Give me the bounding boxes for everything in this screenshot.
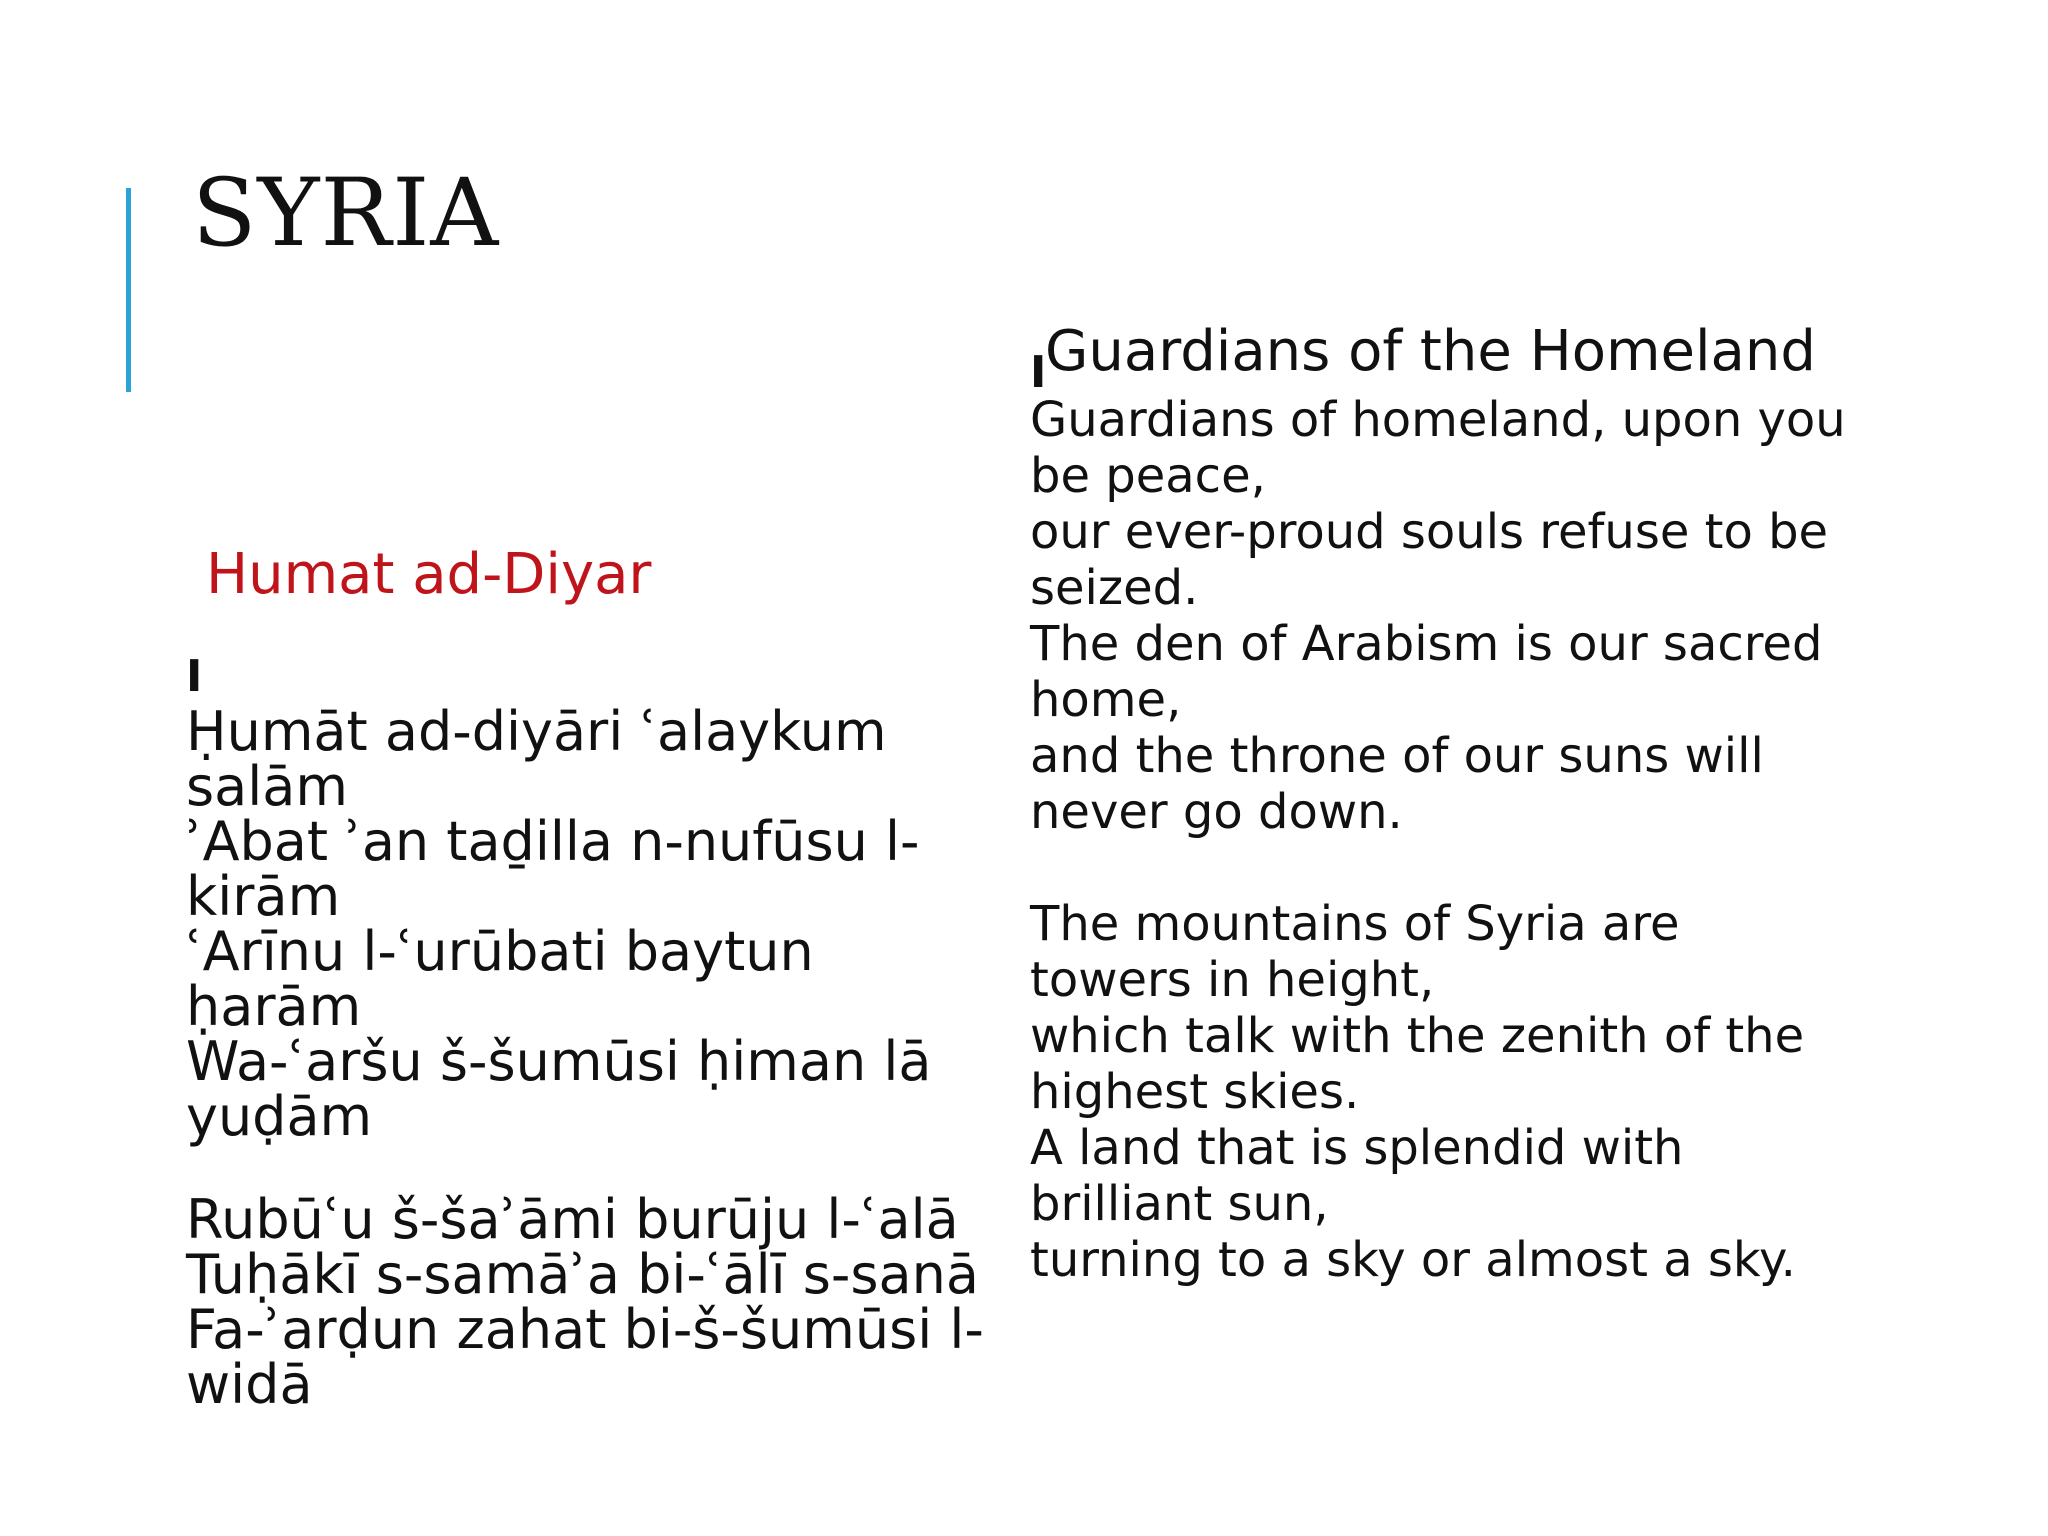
verse-line: Ḥumāt ad-diyāri ʿalaykum salām	[186, 700, 887, 818]
title-accent-bar	[126, 188, 131, 392]
verse-line: which talk with the zenith of the highest skies.	[1030, 1008, 1805, 1120]
slide-title: SYRIA	[192, 159, 500, 268]
verse-line: ʾAbat ʾan taḏilla n-nufūsu l-kirām	[186, 810, 920, 928]
translation-heading: Guardians of the Homeland	[1045, 319, 1816, 384]
verse-line: turning to a sky or almost a sky.	[1030, 1232, 1796, 1288]
verse-line: A land that is splendid with brilliant sun,	[1030, 1120, 1684, 1232]
verse-line: Guardians of homeland, upon you be peace,	[1030, 392, 1846, 504]
verse-number: I	[186, 651, 203, 702]
transliteration-column	[186, 542, 986, 1416]
verse-line: our ever-proud souls refuse to be seized.	[1030, 504, 1829, 616]
stanza	[186, 700, 986, 1148]
verse-line: Tuḥākī s-samāʾa bi-ʿālī s-sanā	[186, 1243, 979, 1306]
verse-line: The den of Arabism is our sacred home,	[1030, 616, 1823, 728]
verse-line: The mountains of Syria are towers in height,	[1030, 896, 1680, 1008]
verse-number: I	[1030, 347, 1047, 398]
verse-line: Fa-ʾarḍun zahat bi-š-šumūsi l-widā	[186, 1298, 984, 1416]
stanza	[186, 1188, 986, 1416]
verse-line: ʿArīnu l-ʿurūbati baytun ḥarām	[186, 920, 814, 1038]
verse-line: Rubūʿu š-šaʾāmi burūju l-ʿalā	[186, 1188, 959, 1251]
translation-column	[1030, 318, 1850, 1288]
transliteration-heading: Humat ad-Diyar	[206, 542, 652, 607]
verse-line: and the throne of our suns will never go down.	[1030, 728, 1764, 840]
stanza	[1030, 896, 1850, 1288]
verse-line: Wa-ʿaršu š-šumūsi ḥiman lā yuḍām	[186, 1030, 932, 1148]
stanza	[1030, 392, 1850, 840]
